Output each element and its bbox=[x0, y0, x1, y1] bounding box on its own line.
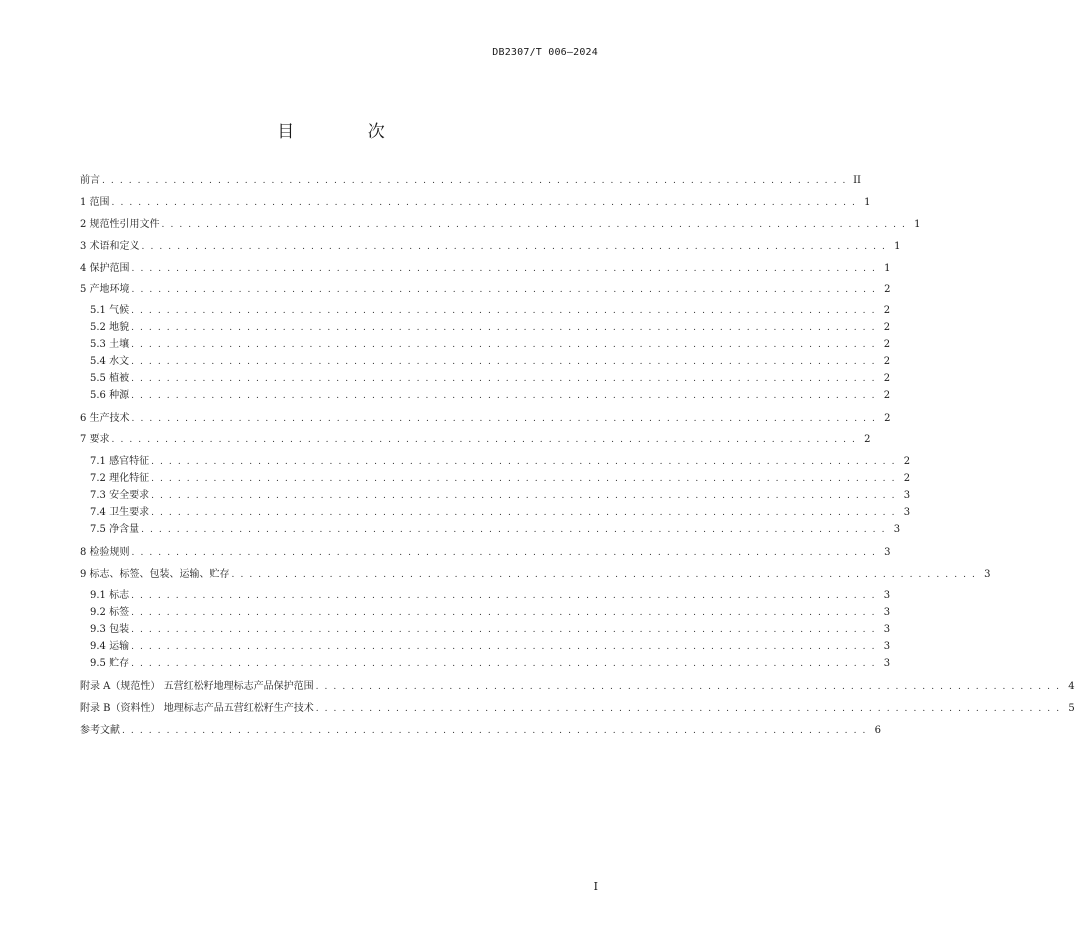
toc-entry-label: 9.2 标签 bbox=[90, 607, 130, 618]
toc-entry-label: 5.5 植被 bbox=[90, 373, 130, 384]
toc-entry[interactable] bbox=[80, 638, 891, 655]
toc-entry[interactable] bbox=[80, 216, 921, 233]
toc-entry[interactable] bbox=[80, 566, 991, 583]
toc-entry[interactable] bbox=[80, 387, 891, 404]
toc-entry-label: 7.2 理化特征 bbox=[90, 473, 150, 484]
toc-entry-page: 3 bbox=[883, 607, 891, 618]
toc-entry-page: II bbox=[853, 175, 861, 186]
toc-entry-page: 1 bbox=[914, 219, 921, 230]
toc-entry-page: 2 bbox=[883, 305, 891, 316]
toc-entry-label: 6 生产技术 bbox=[80, 413, 130, 424]
toc-entry-page: 2 bbox=[884, 413, 891, 424]
toc-entry[interactable] bbox=[80, 655, 891, 672]
toc-entry-label: 7.3 安全要求 bbox=[90, 490, 150, 501]
toc-entry-page: 3 bbox=[903, 507, 911, 518]
toc-entry[interactable] bbox=[80, 260, 891, 277]
toc-entry-page: 3 bbox=[883, 658, 891, 669]
toc-entry-label: 参考文献 bbox=[80, 725, 120, 736]
toc-leader-dots: . . . . . . . . . . . . . . . . . . . . . . . . . . . . . . . . . . . . . . . . . . . . . . . . . . . . . . . . . . . . . . . . . . . . . . . . . . . . . . . . . . . . bbox=[231, 570, 977, 580]
toc-entry-label: 9.3 包装 bbox=[90, 624, 130, 635]
toc-entry[interactable] bbox=[80, 470, 911, 487]
toc-entry[interactable] bbox=[80, 621, 891, 638]
toc-entry-label: 附录 B（资料性） 地理标志产品五营红松籽生产技术 bbox=[80, 703, 314, 714]
toc-leader-dots: . . . . . . . . . . . . . . . . . . . . . . . . . . . . . . . . . . . . . . . . . . . . . . . . . . . . . . . . . . . . . . . . . . . . . . . . . . . . . . . . . . . . bbox=[131, 374, 877, 384]
toc-leader-dots: . . . . . . . . . . . . . . . . . . . . . . . . . . . . . . . . . . . . . . . . . . . . . . . . . . . . . . . . . . . . . . . . . . . . . . . . . . . . . . . . . . . . bbox=[131, 608, 877, 618]
toc-entry[interactable] bbox=[80, 238, 901, 255]
toc-entry-page: 2 bbox=[903, 473, 911, 484]
toc-leader-dots: . . . . . . . . . . . . . . . . . . . . . . . . . . . . . . . . . . . . . . . . . . . . . . . . . . . . . . . . . . . . . . . . . . . . . . . . . . . . . . . . . . . . bbox=[111, 198, 857, 208]
toc-leader-dots: . . . . . . . . . . . . . . . . . . . . . . . . . . . . . . . . . . . . . . . . . . . . . . . . . . . . . . . . . . . . . . . . . . . . . . . . . . . . . . . . . . . . bbox=[131, 391, 877, 401]
toc-leader-dots: . . . . . . . . . . . . . . . . . . . . . . . . . . . . . . . . . . . . . . . . . . . . . . . . . . . . . . . . . . . . . . . . . . . . . . . . . . . . . . . . . . . . bbox=[111, 435, 857, 445]
toc-entry-page: 1 bbox=[864, 197, 871, 208]
toc-leader-dots: . . . . . . . . . . . . . . . . . . . . . . . . . . . . . . . . . . . . . . . . . . . . . . . . . . . . . . . . . . . . . . . . . . . . . . . . . . . . . . . . . . . . bbox=[151, 491, 897, 501]
toc-entry-page: 1 bbox=[884, 263, 891, 274]
toc-entry[interactable] bbox=[80, 722, 881, 739]
toc-entry[interactable] bbox=[80, 678, 1075, 695]
toc-entry-page: 3 bbox=[903, 490, 911, 501]
toc-leader-dots: . . . . . . . . . . . . . . . . . . . . . . . . . . . . . . . . . . . . . . . . . . . . . . . . . . . . . . . . . . . . . . . . . . . . . . . . . . . . . . . . . . . . bbox=[131, 591, 877, 601]
toc-entry-label: 5.2 地貌 bbox=[90, 322, 130, 333]
toc-entry-label: 9.4 运输 bbox=[90, 641, 130, 652]
toc-entry-page: 2 bbox=[883, 390, 891, 401]
toc-entry-page: 3 bbox=[883, 641, 891, 652]
toc-leader-dots: . . . . . . . . . . . . . . . . . . . . . . . . . . . . . . . . . . . . . . . . . . . . . . . . . . . . . . . . . . . . . . . . . . . . . . . . . . . . . . . . . . . . bbox=[131, 340, 877, 350]
toc-entry-label: 9.1 标志 bbox=[90, 590, 130, 601]
toc-leader-dots: . . . . . . . . . . . . . . . . . . . . . . . . . . . . . . . . . . . . . . . . . . . . . . . . . . . . . . . . . . . . . . . . . . . . . . . . . . . . . . . . . . . . bbox=[151, 508, 897, 518]
toc-entry-page: 1 bbox=[894, 241, 901, 252]
toc-entry[interactable] bbox=[80, 487, 911, 504]
toc-leader-dots: . . . . . . . . . . . . . . . . . . . . . . . . . . . . . . . . . . . . . . . . . . . . . . . . . . . . . . . . . . . . . . . . . . . . . . . . . . . . . . . . . . . . bbox=[141, 525, 887, 535]
toc-entry-page: 2 bbox=[903, 456, 911, 467]
toc-leader-dots: . . . . . . . . . . . . . . . . . . . . . . . . . . . . . . . . . . . . . . . . . . . . . . . . . . . . . . . . . . . . . . . . . . . . . . . . . . . . . . . . . . . . bbox=[131, 414, 877, 424]
toc-entry[interactable] bbox=[80, 370, 891, 387]
toc-entry-label: 7.1 感官特征 bbox=[90, 456, 150, 467]
toc-entry-page: 4 bbox=[1068, 681, 1075, 692]
toc-leader-dots: . . . . . . . . . . . . . . . . . . . . . . . . . . . . . . . . . . . . . . . . . . . . . . . . . . . . . . . . . . . . . . . . . . . . . . . . . . . . . . . . . . . . bbox=[131, 642, 877, 652]
toc-entry-label: 5.4 水文 bbox=[90, 356, 130, 367]
toc-entry[interactable] bbox=[80, 521, 901, 538]
toc-entry-label: 5.1 气候 bbox=[90, 305, 130, 316]
toc-entry[interactable] bbox=[80, 504, 911, 521]
toc-entry[interactable] bbox=[80, 336, 891, 353]
toc-entry-page: 5 bbox=[1068, 703, 1075, 714]
toc-entry[interactable] bbox=[80, 281, 891, 298]
toc-leader-dots: . . . . . . . . . . . . . . . . . . . . . . . . . . . . . . . . . . . . . . . . . . . . . . . . . . . . . . . . . . . . . . . . . . . . . . . . . . . . . . . . . . . . bbox=[131, 285, 877, 295]
toc-entry[interactable] bbox=[80, 172, 861, 189]
toc-entry[interactable] bbox=[80, 453, 911, 470]
toc-entry-label: 7.4 卫生要求 bbox=[90, 507, 150, 518]
toc-entry-label: 9.5 贮存 bbox=[90, 658, 130, 669]
toc-entry-page: 3 bbox=[893, 524, 901, 535]
toc-entry-label: 9 标志、标签、包装、运输、贮存 bbox=[80, 569, 230, 580]
toc-leader-dots: . . . . . . . . . . . . . . . . . . . . . . . . . . . . . . . . . . . . . . . . . . . . . . . . . . . . . . . . . . . . . . . . . . . . . . . . . . . . . . . . . . . . bbox=[131, 659, 877, 669]
toc-leader-dots: . . . . . . . . . . . . . . . . . . . . . . . . . . . . . . . . . . . . . . . . . . . . . . . . . . . . . . . . . . . . . . . . . . . . . . . . . . . . . . . . . . . . bbox=[315, 704, 1061, 714]
toc-entry-page: 2 bbox=[883, 322, 891, 333]
toc-leader-dots: . . . . . . . . . . . . . . . . . . . . . . . . . . . . . . . . . . . . . . . . . . . . . . . . . . . . . . . . . . . . . . . . . . . . . . . . . . . . . . . . . . . . bbox=[131, 264, 877, 274]
toc-entry-page: 2 bbox=[883, 356, 891, 367]
toc-entry-page: 2 bbox=[884, 284, 891, 295]
toc-leader-dots: . . . . . . . . . . . . . . . . . . . . . . . . . . . . . . . . . . . . . . . . . . . . . . . . . . . . . . . . . . . . . . . . . . . . . . . . . . . . . . . . . . . . bbox=[141, 242, 887, 252]
toc-leader-dots: . . . . . . . . . . . . . . . . . . . . . . . . . . . . . . . . . . . . . . . . . . . . . . . . . . . . . . . . . . . . . . . . . . . . . . . . . . . . . . . . . . . . bbox=[131, 625, 877, 635]
toc-entry-label: 5 产地环境 bbox=[80, 284, 130, 295]
toc-entry[interactable] bbox=[80, 319, 891, 336]
toc-entry-label: 7 要求 bbox=[80, 434, 110, 445]
toc-entry-page: 3 bbox=[883, 624, 891, 635]
toc-leader-dots: . . . . . . . . . . . . . . . . . . . . . . . . . . . . . . . . . . . . . . . . . . . . . . . . . . . . . . . . . . . . . . . . . . . . . . . . . . . . . . . . . . . . bbox=[131, 357, 877, 367]
toc-entry-page: 2 bbox=[883, 339, 891, 350]
toc-entry-label: 3 术语和定义 bbox=[80, 241, 140, 252]
toc-leader-dots: . . . . . . . . . . . . . . . . . . . . . . . . . . . . . . . . . . . . . . . . . . . . . . . . . . . . . . . . . . . . . . . . . . . . . . . . . . . . . . . . . . . . bbox=[102, 176, 847, 186]
toc-leader-dots: . . . . . . . . . . . . . . . . . . . . . . . . . . . . . . . . . . . . . . . . . . . . . . . . . . . . . . . . . . . . . . . . . . . . . . . . . . . . . . . . . . . . bbox=[131, 323, 877, 333]
toc-entry-label: 8 检验规则 bbox=[80, 547, 130, 558]
toc-leader-dots: . . . . . . . . . . . . . . . . . . . . . . . . . . . . . . . . . . . . . . . . . . . . . . . . . . . . . . . . . . . . . . . . . . . . . . . . . . . . . . . . . . . . bbox=[131, 306, 877, 316]
toc-entry-label: 1 范围 bbox=[80, 197, 110, 208]
toc-entry-page: 6 bbox=[874, 725, 881, 736]
toc-entry-label: 7.5 净含量 bbox=[90, 524, 140, 535]
toc-entry-label: 5.6 种源 bbox=[90, 390, 130, 401]
toc-leader-dots: . . . . . . . . . . . . . . . . . . . . . . . . . . . . . . . . . . . . . . . . . . . . . . . . . . . . . . . . . . . . . . . . . . . . . . . . . . . . . . . . . . . . bbox=[122, 726, 867, 736]
toc-entry[interactable] bbox=[80, 544, 891, 561]
toc-entry-page: 3 bbox=[984, 569, 991, 580]
toc-entry-page: 3 bbox=[883, 590, 891, 601]
toc-leader-dots: . . . . . . . . . . . . . . . . . . . . . . . . . . . . . . . . . . . . . . . . . . . . . . . . . . . . . . . . . . . . . . . . . . . . . . . . . . . . . . . . . . . . bbox=[315, 682, 1061, 692]
toc-entry[interactable] bbox=[80, 700, 1075, 717]
toc-leader-dots: . . . . . . . . . . . . . . . . . . . . . . . . . . . . . . . . . . . . . . . . . . . . . . . . . . . . . . . . . . . . . . . . . . . . . . . . . . . . . . . . . . . . bbox=[151, 457, 897, 467]
toc-leader-dots: . . . . . . . . . . . . . . . . . . . . . . . . . . . . . . . . . . . . . . . . . . . . . . . . . . . . . . . . . . . . . . . . . . . . . . . . . . . . . . . . . . . . bbox=[151, 474, 897, 484]
toc-entry[interactable] bbox=[80, 604, 891, 621]
page-title: 目 次 bbox=[277, 122, 419, 142]
document-code: DB2307/T 006—2024 bbox=[492, 47, 598, 58]
toc-leader-dots: . . . . . . . . . . . . . . . . . . . . . . . . . . . . . . . . . . . . . . . . . . . . . . . . . . . . . . . . . . . . . . . . . . . . . . . . . . . . . . . . . . . . bbox=[161, 220, 907, 230]
toc-entry[interactable] bbox=[80, 302, 891, 319]
toc-entry-label: 5.3 土壤 bbox=[90, 339, 130, 350]
toc-entry-label: 4 保护范围 bbox=[80, 263, 130, 274]
toc-entry-page: 2 bbox=[864, 434, 871, 445]
footer-page-number: I bbox=[593, 880, 598, 893]
toc-leader-dots: . . . . . . . . . . . . . . . . . . . . . . . . . . . . . . . . . . . . . . . . . . . . . . . . . . . . . . . . . . . . . . . . . . . . . . . . . . . . . . . . . . . . bbox=[131, 548, 877, 558]
toc-entry-label: 2 规范性引用文件 bbox=[80, 219, 160, 230]
toc-entry-page: 3 bbox=[884, 547, 891, 558]
toc-entry[interactable] bbox=[80, 353, 891, 370]
toc-entry[interactable] bbox=[80, 587, 891, 604]
toc-entry-label: 附录 A（规范性） 五营红松籽地理标志产品保护范围 bbox=[80, 681, 314, 692]
toc-entry-page: 2 bbox=[883, 373, 891, 384]
toc-entry[interactable] bbox=[80, 410, 891, 427]
toc-entry[interactable] bbox=[80, 194, 871, 211]
toc-entry[interactable] bbox=[80, 431, 871, 448]
toc-entry-label: 前言 bbox=[80, 175, 100, 186]
